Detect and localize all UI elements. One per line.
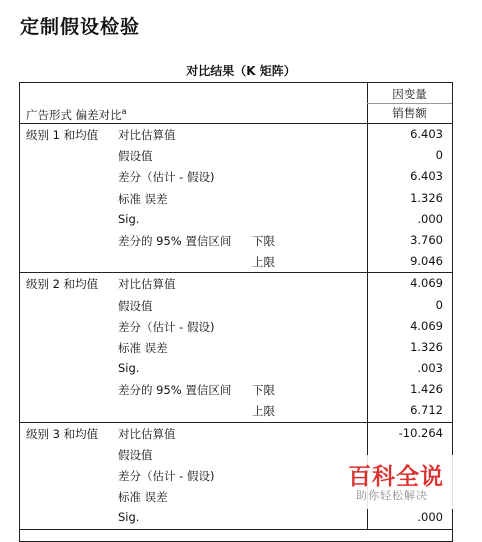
value-text: 1.426 [410,382,443,397]
value-text: 0 [435,148,443,163]
value-text: 6.712 [410,403,443,418]
table-row [20,124,452,145]
table-row [20,379,452,400]
level-cell: 级别 3 和均值 [26,426,99,441]
contrast-header-label: 广告形式 偏差对比 [26,108,122,122]
table-row [20,295,452,316]
level-cell: 级别 2 和均值 [26,277,99,292]
table-row [20,166,452,187]
dependent-variable-label: 因变量 [392,87,427,101]
value-text: .003 [417,361,443,376]
table-row [20,400,452,421]
table-row [20,316,452,337]
statistic-cell: Sig. [118,510,140,525]
value-cell [367,379,452,400]
statistic-cell: Sig. [118,361,140,376]
footnote-marker: a [121,107,127,117]
statistic-cell: 标准 误差 [118,191,168,206]
bound-cell: 上限 [252,255,275,270]
statistic-cell: 假设值 [118,447,153,462]
statistic-cell: 对比估算值 [118,128,176,142]
statistic-cell: Sig. [118,211,140,226]
value-cell [367,295,452,316]
value-text: 6.403 [410,169,443,184]
statistic-cell: 标准 误差 [118,490,168,505]
value-text: .000 [417,211,443,226]
value-text: 9.046 [410,254,443,269]
value-cell [367,166,452,187]
watermark [338,455,468,509]
bound-cell: 下限 [252,383,275,398]
table-row [20,507,452,528]
value-text: 1.326 [410,339,443,354]
value-cell [367,400,452,421]
table-row [20,337,452,358]
level-cell: 级别 1 和均值 [26,128,99,142]
statistic-cell: 差分的 95% 置信区间 [118,233,232,248]
statistic-cell: 差分的 95% 置信区间 [118,383,232,398]
value-cell [367,423,452,444]
statistic-cell: 对比估算值 [118,277,176,292]
value-cell [367,188,452,209]
value-cell [367,273,452,294]
value-text: .000 [417,510,443,525]
value-text: 0 [435,297,443,312]
contrast-header [26,107,127,123]
table-row [20,145,452,166]
value-cell [367,124,452,145]
table-row [20,358,452,379]
statistic-cell: 假设值 [118,298,153,313]
value-text: 1.326 [410,190,443,205]
bound-cell: 上限 [252,404,275,419]
value-cell [367,316,452,337]
watermark-tagline: 助你轻松解决 [356,489,428,502]
value-text: 3.760 [410,232,443,247]
value-cell [367,145,452,166]
table-caption: 对比结果（K 矩阵） [186,64,296,78]
header-mid-rule [367,103,452,104]
value-cell [367,251,452,272]
statistic-cell: 差分（估计 - 假设) [118,319,215,334]
value-cell [367,209,452,230]
table-row [20,209,452,230]
contrast-group [20,124,452,273]
table-row [20,251,452,272]
page-title: 定制假设检验 [20,16,141,38]
value-text: 4.069 [410,318,443,333]
statistic-cell: 差分（估计 - 假设) [118,469,215,483]
table-row [20,188,452,209]
dependent-variable-name: 销售额 [392,106,427,120]
statistic-cell: 差分（估计 - 假设) [118,170,215,185]
statistic-cell: 假设值 [118,149,153,164]
value-cell [367,507,452,528]
value-cell [367,337,452,358]
contrast-group [20,273,452,422]
value-cell [367,230,452,251]
value-cell [367,358,452,379]
watermark-logo: 百科全说 [348,464,444,490]
value-text: -10.264 [398,425,443,440]
value-text: 4.069 [410,276,443,291]
table-row [20,230,452,251]
table-row [20,423,452,444]
statistic-cell: 对比估算值 [118,426,176,441]
bound-cell: 下限 [252,233,275,248]
value-text: 6.403 [410,127,443,141]
statistic-cell: 标准 误差 [118,340,168,355]
table-row [20,273,452,294]
